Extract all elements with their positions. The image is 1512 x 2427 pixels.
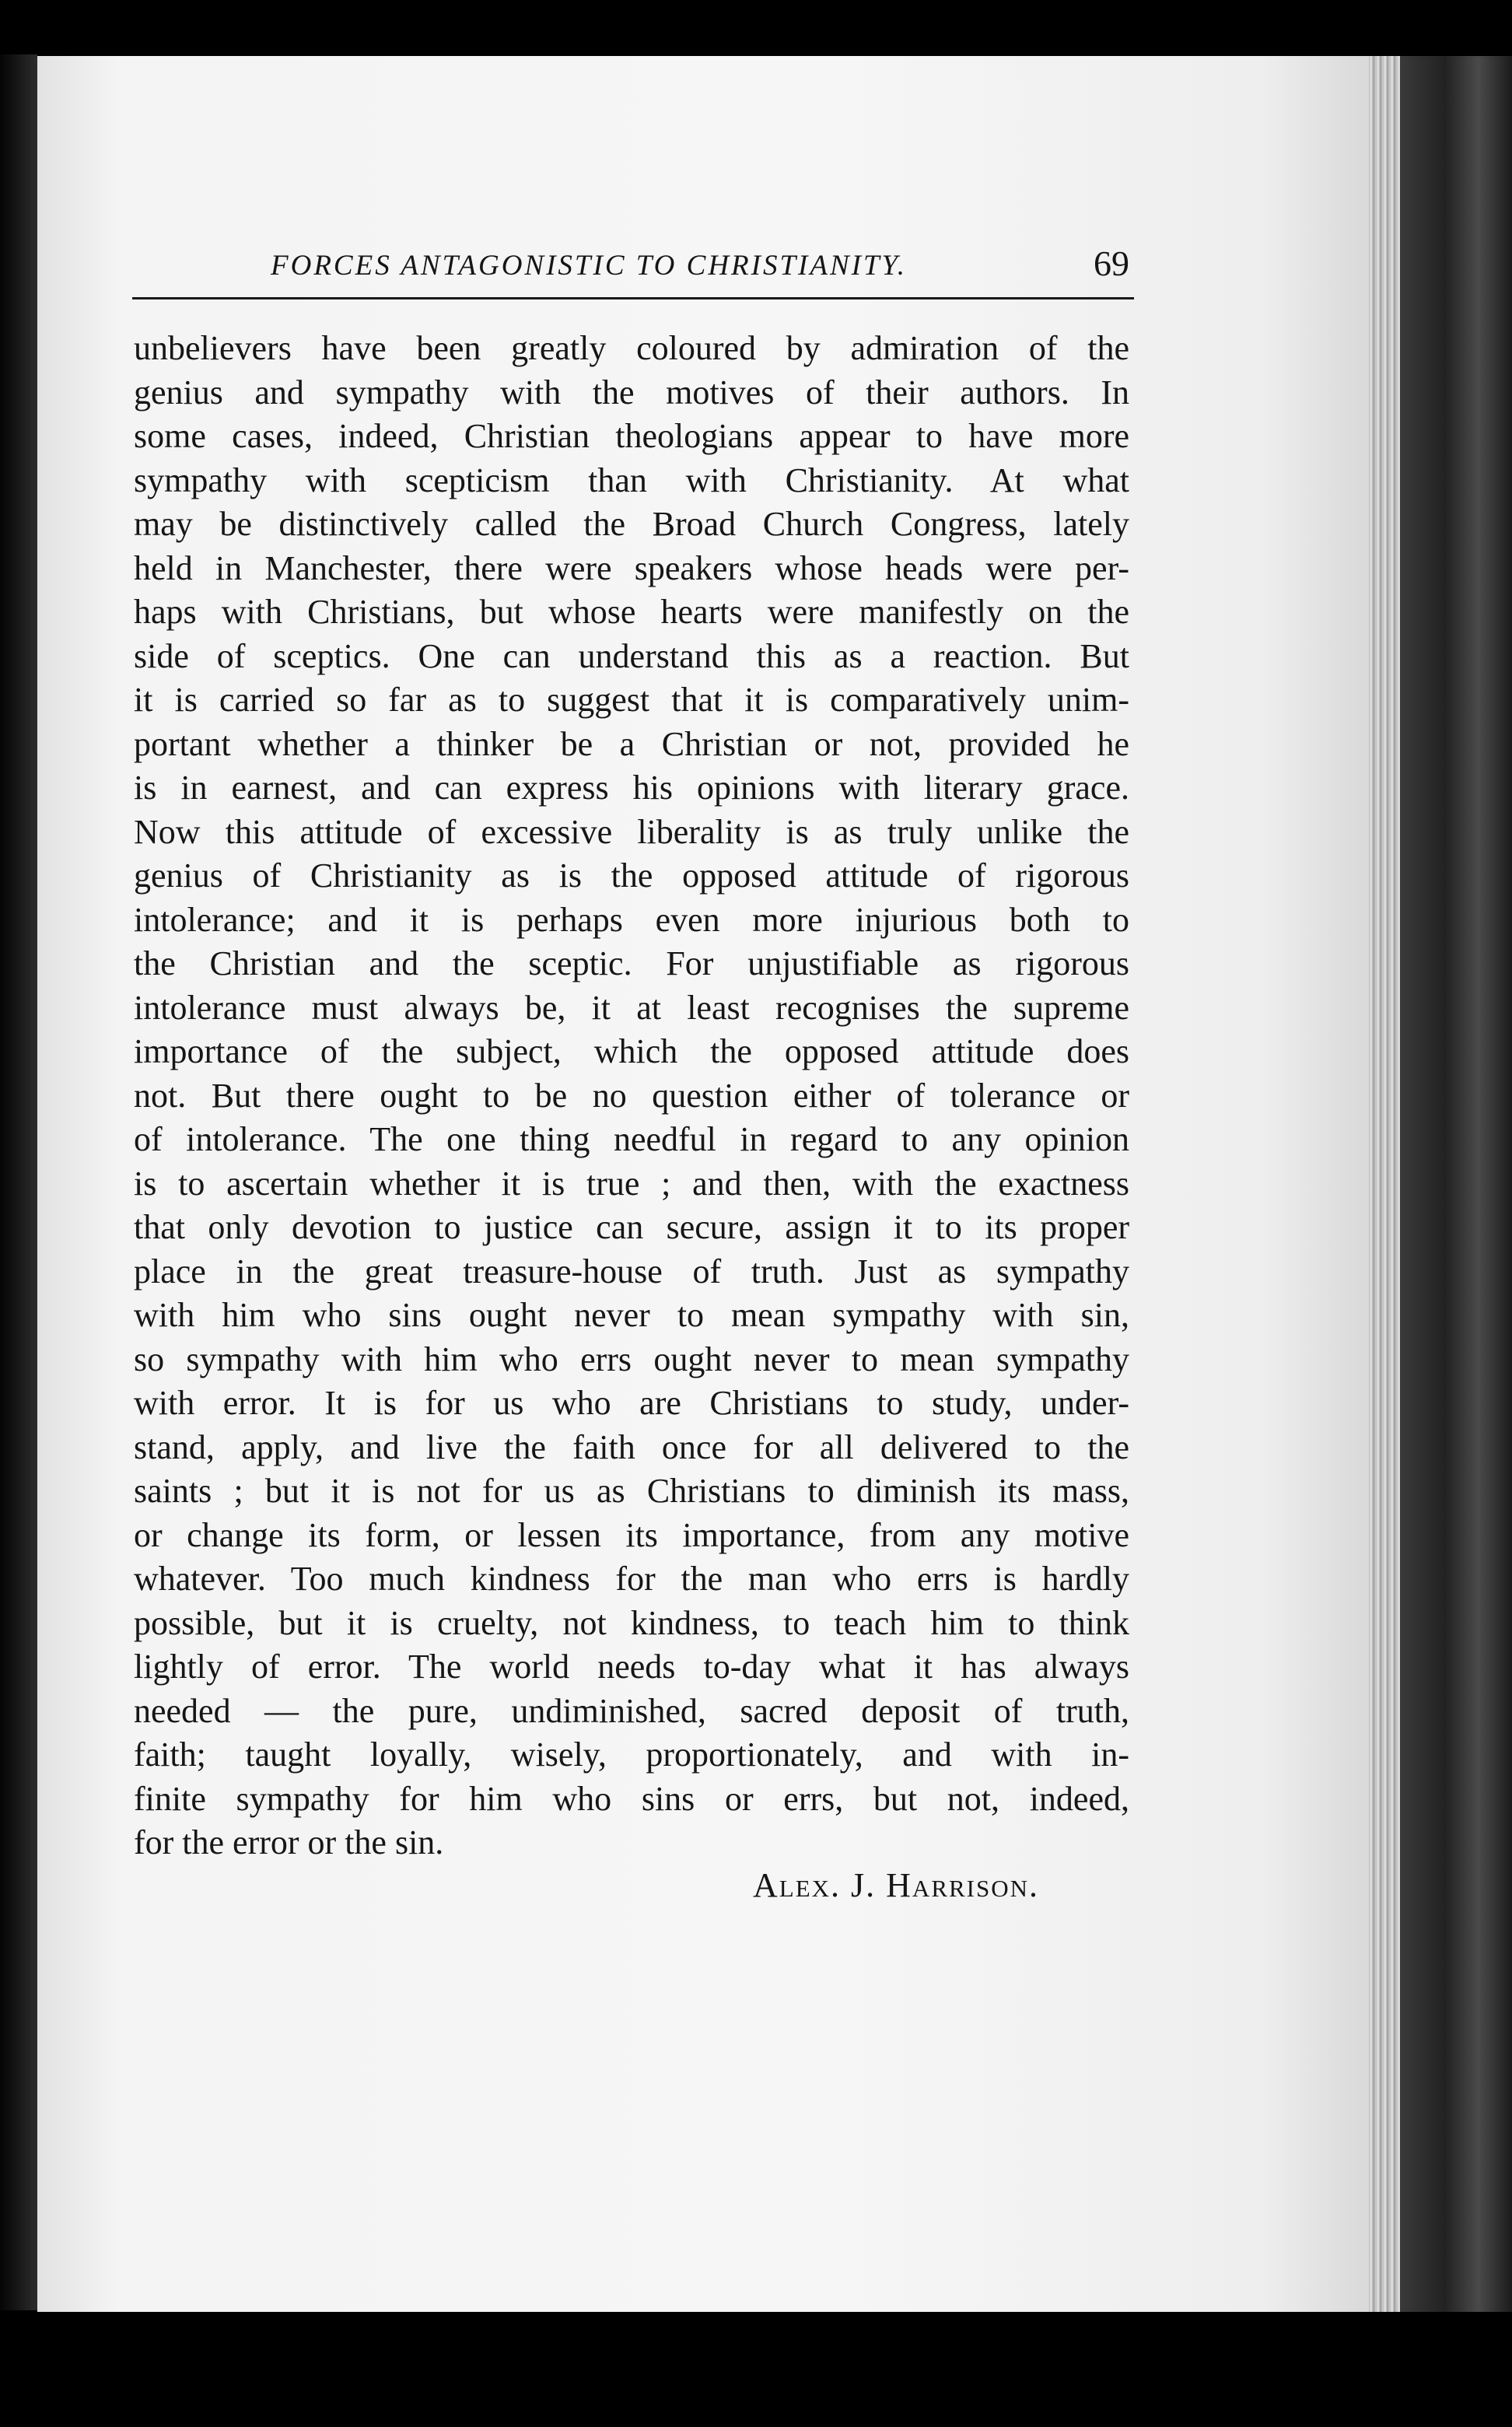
body-text	[134, 327, 1129, 1865]
text-line: the Christian and the sceptic. For unjustifiable as rigorous	[134, 944, 1129, 982]
text-line: of intolerance. The one thing needful in regard to any opinion	[134, 1120, 1129, 1158]
text-line: haps with Christians, but whose hearts were manifestly on the	[134, 593, 1129, 631]
text-line: with him who sins ought never to mean sympathy with sin,	[134, 1296, 1129, 1334]
text-line: for the error or the sin.	[134, 1823, 444, 1861]
text-line: is in earnest, and can express his opinions with literary grace.	[134, 769, 1129, 807]
text-line: it is carried so far as to suggest that it is comparatively unim-	[134, 681, 1129, 719]
text-line: so sympathy with him who errs ought never to mean sympathy	[134, 1340, 1129, 1378]
page-number: 69	[1094, 243, 1129, 283]
text-line: faith; taught loyally, wisely, proportionately, and with in-	[134, 1735, 1129, 1774]
text-line: intolerance; and it is perhaps even more injurious both to	[134, 900, 1129, 939]
text-line: importance of the subject, which the opposed attitude does	[134, 1032, 1129, 1070]
text-line: is to ascertain whether it is true ; and then, with the exactness	[134, 1164, 1129, 1203]
text-line: Now this attitude of excessive liberality is as truly unlike the	[134, 812, 1129, 851]
text-line: may be distinctively called the Broad Church Congress, lately	[134, 505, 1129, 543]
text-line: place in the great treasure-house of truth. Just as sympathy	[134, 1252, 1129, 1291]
text-line: whatever. Too much kindness for the man who errs is hardly	[134, 1560, 1129, 1598]
text-line: needed — the pure, undiminished, sacred deposit of truth,	[134, 1691, 1129, 1730]
text-line: unbelievers have been greatly coloured by admiration of the	[134, 329, 1129, 367]
text-line: genius of Christianity as is the opposed attitude of rigorous	[134, 856, 1129, 895]
text-line: finite sympathy for him who sins or errs, but not, indeed,	[134, 1779, 1129, 1818]
text-line: with error. It is for us who are Christians to study, under-	[134, 1384, 1129, 1422]
text-line: or change its form, or lessen its importance, from any motive	[134, 1515, 1129, 1554]
book-binding-left	[0, 54, 37, 2310]
author-signature: Alex. J. Harrison.	[753, 1866, 1040, 1904]
text-line: possible, but it is cruelty, not kindness, to teach him to think	[134, 1603, 1129, 1642]
text-line: held in Manchester, there were speakers whose heads were per-	[134, 548, 1129, 587]
text-line: saints ; but it is not for us as Christians to diminish its mass,	[134, 1472, 1129, 1510]
text-line: side of sceptics. One can understand this as a reaction. But	[134, 636, 1129, 675]
running-head-title: FORCES ANTAGONISTIC TO CHRISTIANITY.	[271, 250, 907, 282]
text-line: lightly of error. The world needs to-day what it has always	[134, 1648, 1129, 1686]
text-line: intolerance must always be, it at least recognises the supreme	[134, 988, 1129, 1027]
text-line: sympathy with scepticism than with Christianity. At what	[134, 461, 1129, 499]
text-line: portant whether a thinker be a Christian or not, provided he	[134, 724, 1129, 763]
book-cover-edge	[1400, 56, 1512, 2312]
page-header	[132, 243, 1134, 299]
text-line: not. But there ought to be no question either of tolerance or	[134, 1076, 1129, 1115]
text-line: that only devotion to justice can secure, assign it to its proper	[134, 1208, 1129, 1246]
page-edges	[1369, 56, 1400, 2312]
text-line: some cases, indeed, Christian theologians appear to have more	[134, 417, 1129, 455]
text-line: genius and sympathy with the motives of their authors. In	[134, 373, 1129, 412]
text-line: stand, apply, and live the faith once for all delivered to the	[134, 1427, 1129, 1466]
